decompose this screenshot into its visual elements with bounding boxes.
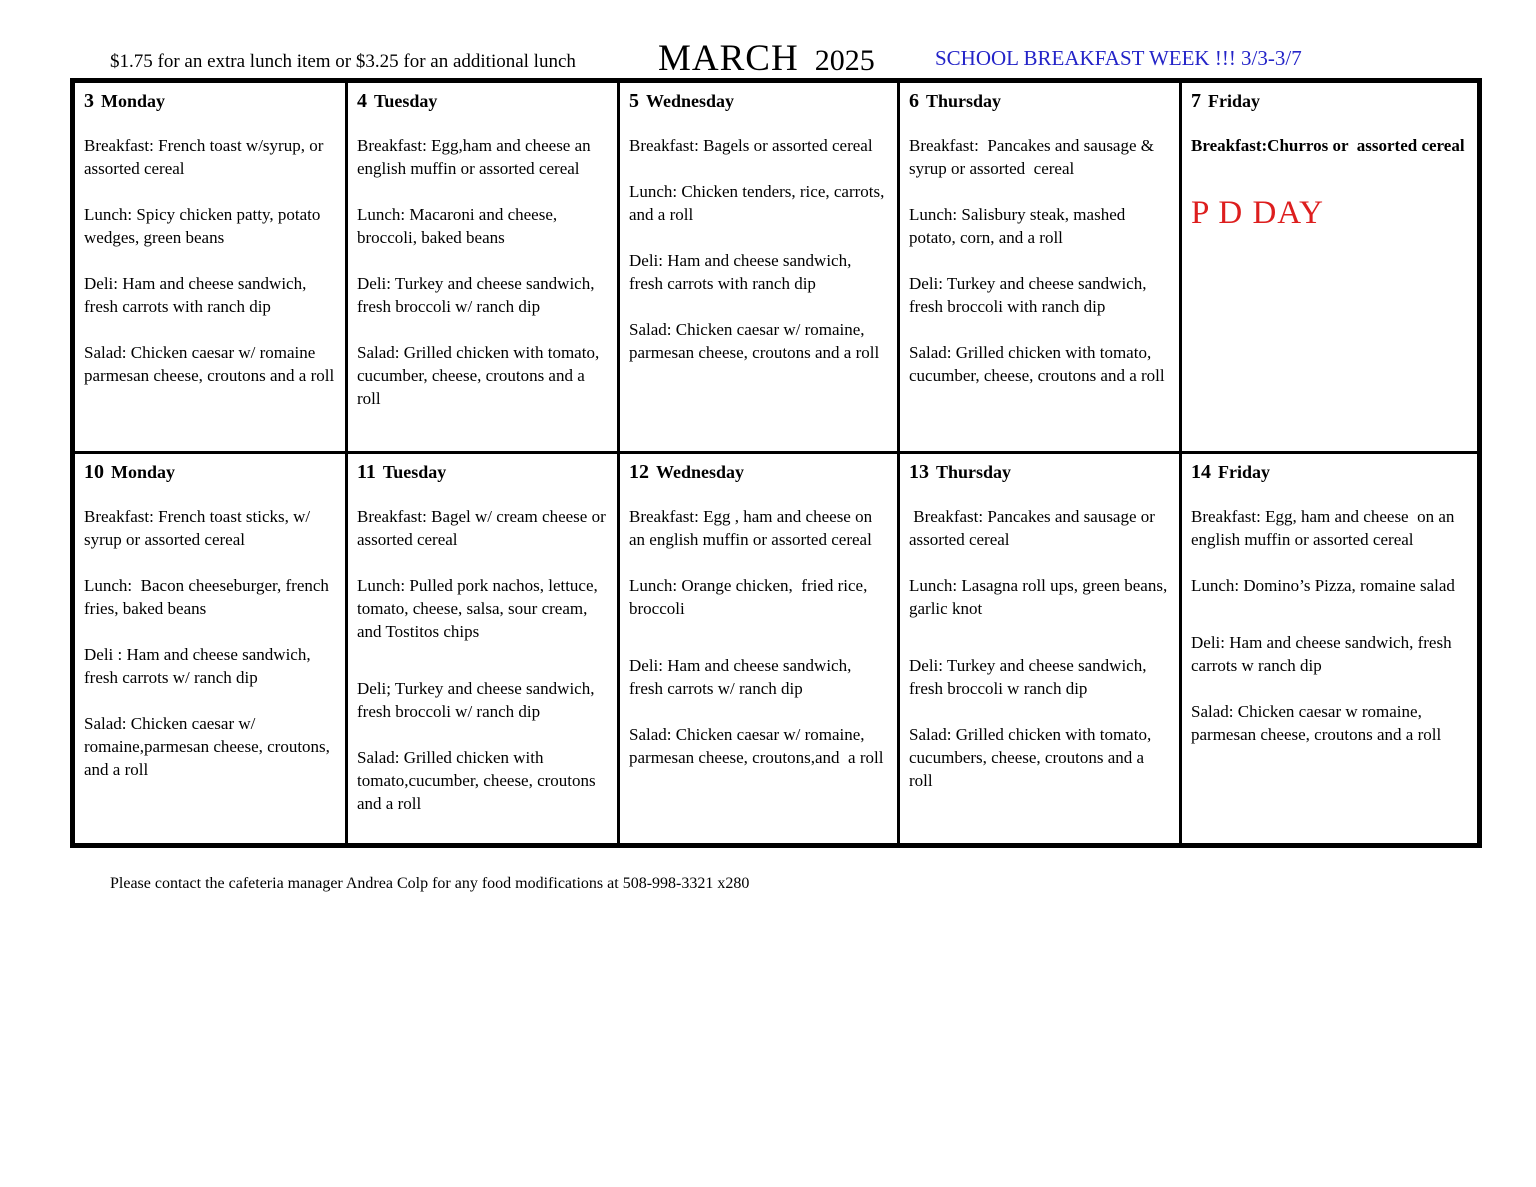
day-name: Wednesday xyxy=(656,462,745,482)
menu-section: Deli: Ham and cheese sandwich, fresh carrots w/ ranch dip xyxy=(629,656,856,698)
menu-section: Deli: Ham and cheese sandwich, fresh carrots with ranch dip xyxy=(629,251,856,293)
day-header xyxy=(629,90,889,113)
menu-section: Breakfast: Egg,ham and cheese an english muffin or assorted cereal xyxy=(357,136,595,178)
menu-section: Salad: Grilled chicken with tomato, cucumber, cheese, croutons and a roll xyxy=(357,343,604,408)
menu-section: Deli: Turkey and cheese sandwich, fresh broccoli w/ ranch dip xyxy=(357,274,599,316)
day-name: Friday xyxy=(1218,462,1270,482)
menu-section: Salad: Grilled chicken with tomato, cucumbers, cheese, croutons and a roll xyxy=(909,725,1156,790)
menu-section: Salad: Grilled chicken with tomato, cucumber, cheese, croutons and a roll xyxy=(909,343,1165,385)
page-header xyxy=(0,0,1536,78)
menu-section: Deli: Turkey and cheese sandwich, fresh broccoli with ranch dip xyxy=(909,274,1151,316)
menu-section: Breakfast: Egg , ham and cheese on an english muffin or assorted cereal xyxy=(629,507,877,549)
day-menu xyxy=(909,505,1171,792)
day-cell xyxy=(73,453,347,846)
menu-section: Lunch: Spicy chicken patty, potato wedges, green beans xyxy=(84,205,325,247)
menu-section: Salad: Chicken caesar w/ romaine, parmesan cheese, croutons and a roll xyxy=(629,320,880,362)
menu-section: Salad: Chicken caesar w/ romaine, parmesan cheese, croutons,and a roll xyxy=(629,725,884,767)
day-name: Friday xyxy=(1208,91,1260,111)
menu-section: Deli; Turkey and cheese sandwich, fresh broccoli w/ ranch dip xyxy=(357,679,599,721)
menu-section: Deli : Ham and cheese sandwich, fresh carrots w/ ranch dip xyxy=(84,645,315,687)
price-note: $1.75 for an extra lunch item or $3.25 for an additional lunch xyxy=(110,51,576,72)
menu-section: Lunch: Orange chicken, fried rice, broccoli xyxy=(629,576,872,618)
day-menu xyxy=(909,134,1171,387)
menu-section: Breakfast: French toast w/syrup, or assorted cereal xyxy=(84,136,328,178)
menu-calendar xyxy=(70,78,1482,848)
day-number: 10 xyxy=(84,461,104,483)
menu-section: Salad: Grilled chicken with tomato,cucumber, cheese, croutons and a roll xyxy=(357,748,600,813)
day-name: Thursday xyxy=(936,462,1012,482)
day-number: 4 xyxy=(357,90,367,112)
menu-section: Breakfast: French toast sticks, w/ syrup or assorted cereal xyxy=(84,507,315,549)
day-menu xyxy=(629,505,889,769)
day-number: 5 xyxy=(629,90,639,112)
menu-section: Lunch: Pulled pork nachos, lettuce, tomato, cheese, salsa, sour cream, and Tostitos chips xyxy=(357,576,603,641)
day-header xyxy=(84,90,337,113)
day-cell xyxy=(1181,453,1480,846)
menu-section: Deli: Turkey and cheese sandwich, fresh broccoli w ranch dip xyxy=(909,656,1151,698)
footer-contact-note: Please contact the cafeteria manager Andrea Colp for any food modifications at 508-998-3321 x280 xyxy=(110,875,750,892)
day-name: Tuesday xyxy=(374,91,438,111)
day-header xyxy=(629,461,889,484)
pd-day-label: P D DAY xyxy=(1191,195,1324,231)
day-number: 12 xyxy=(629,461,649,483)
menu-section: Salad: Chicken caesar w/ romaine parmesan cheese, croutons and a roll xyxy=(84,343,335,385)
menu-section: Salad: Chicken caesar w/ romaine,parmesan cheese, croutons, and a roll xyxy=(84,714,335,779)
day-header xyxy=(1191,90,1469,113)
day-header xyxy=(909,90,1171,113)
day-number: 13 xyxy=(909,461,929,483)
week-row-2 xyxy=(73,453,1480,846)
day-name: Monday xyxy=(101,91,166,111)
day-header xyxy=(357,90,609,113)
menu-section: Lunch: Lasagna roll ups, green beans, garlic knot xyxy=(909,576,1172,618)
title-month: MARCH xyxy=(658,38,799,79)
menu-section: Lunch: Bacon cheeseburger, french fries, baked beans xyxy=(84,576,334,618)
menu-section: Lunch: Domino’s Pizza, romaine salad xyxy=(1191,576,1455,595)
day-menu xyxy=(84,505,337,781)
day-menu xyxy=(357,134,609,410)
menu-section: Breakfast: Bagels or assorted cereal xyxy=(629,136,873,155)
menu-section: Breakfast: Bagel w/ cream cheese or assorted cereal xyxy=(357,507,610,549)
day-cell xyxy=(619,81,899,453)
menu-section: Breakfast:Churros or assorted cereal xyxy=(1191,136,1465,155)
day-menu xyxy=(1191,134,1469,232)
day-name: Monday xyxy=(111,462,176,482)
page-title xyxy=(658,37,875,80)
day-menu xyxy=(84,134,337,387)
week-row-1 xyxy=(73,81,1480,453)
menu-section: Salad: Chicken caesar w romaine, parmesan cheese, croutons and a roll xyxy=(1191,702,1442,744)
menu-section: Lunch: Salisbury steak, mashed potato, corn, and a roll xyxy=(909,205,1130,247)
menu-section: Breakfast: Pancakes and sausage or assorted cereal xyxy=(909,507,1160,549)
day-name: Thursday xyxy=(926,91,1002,111)
day-menu xyxy=(1191,505,1469,746)
day-menu xyxy=(629,134,889,364)
title-year: 2025 xyxy=(814,44,875,77)
day-cell xyxy=(899,453,1181,846)
menu-section: Breakfast: Egg, ham and cheese on an english muffin or assorted cereal xyxy=(1191,507,1459,549)
day-header xyxy=(357,461,609,484)
day-number: 14 xyxy=(1191,461,1211,483)
day-cell xyxy=(899,81,1181,453)
day-header xyxy=(84,461,337,484)
day-cell xyxy=(1181,81,1480,453)
menu-section: Breakfast: Pancakes and sausage & syrup or assorted cereal xyxy=(909,136,1159,178)
breakfast-week-note: SCHOOL BREAKFAST WEEK !!! 3/3-3/7 xyxy=(935,46,1302,70)
menu-section: Deli: Ham and cheese sandwich, fresh carrots w ranch dip xyxy=(1191,633,1456,675)
day-number: 3 xyxy=(84,90,94,112)
menu-section: Lunch: Macaroni and cheese, broccoli, baked beans xyxy=(357,205,562,247)
day-name: Wednesday xyxy=(646,91,735,111)
day-cell xyxy=(73,81,347,453)
day-menu xyxy=(357,505,609,815)
day-number: 6 xyxy=(909,90,919,112)
day-header xyxy=(1191,461,1469,484)
day-number: 11 xyxy=(357,461,376,483)
day-cell xyxy=(619,453,899,846)
day-cell xyxy=(347,81,619,453)
day-name: Tuesday xyxy=(382,462,447,482)
day-cell xyxy=(347,453,619,846)
day-header xyxy=(909,461,1171,484)
day-number: 7 xyxy=(1191,90,1201,112)
menu-section: Deli: Ham and cheese sandwich, fresh carrots with ranch dip xyxy=(84,274,311,316)
menu-section: Lunch: Chicken tenders, rice, carrots, and a roll xyxy=(629,182,889,224)
